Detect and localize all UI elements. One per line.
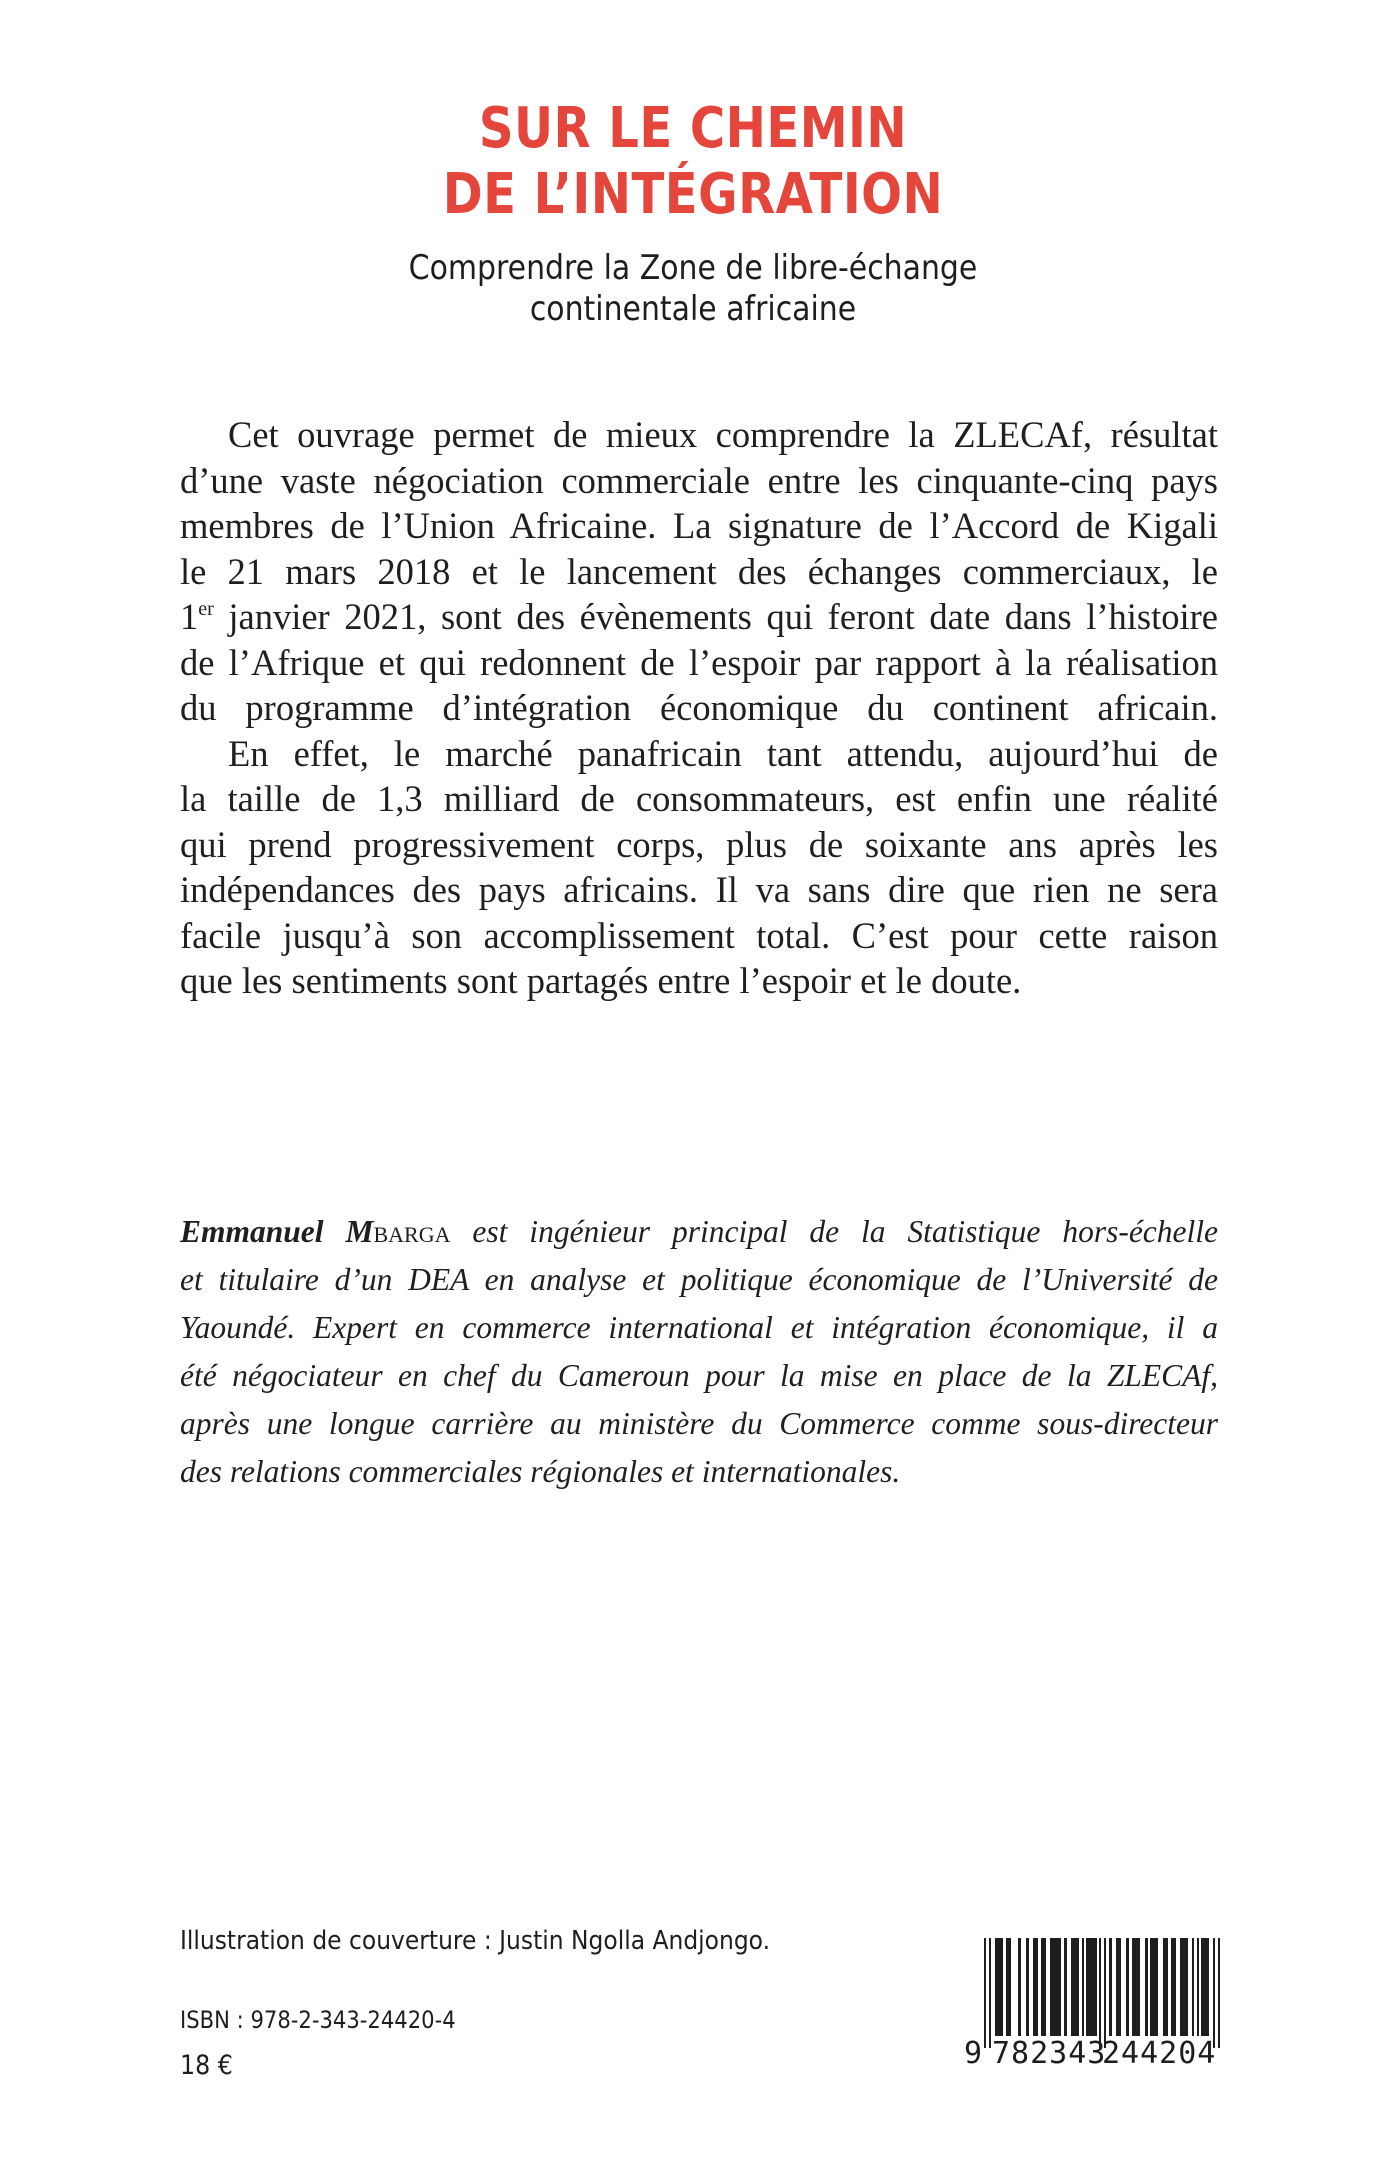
summary-text [180, 412, 1218, 1004]
bio-line: des relations commerciales régionales et internationales. [180, 1454, 901, 1489]
barcode-first-digit: 9 [964, 2036, 983, 2071]
title-line-2: DE L’INTÉGRATION [442, 162, 944, 227]
barcode-bars-icon [962, 1936, 1224, 2048]
summary-line: que les sentiments sont partagés entre l’espoir et le doute. [180, 960, 1022, 1001]
barcode-left-group: 782343 [992, 2036, 1107, 2071]
book-title [0, 96, 1386, 228]
author-first-name: Emmanuel [180, 1214, 324, 1249]
bio-line: Yaoundé. Expert en commerce international et intégration économique, il a [180, 1310, 1218, 1345]
barcode-digits [962, 2036, 1224, 2076]
price-label: 18 € [180, 2050, 233, 2081]
summary-line: facile jusqu’à son accomplissement total. C’est pour cette raison [180, 914, 1218, 956]
summary-line: la taille de 1,3 milliard de consommateurs, est enfin une réalité [180, 778, 1218, 819]
subtitle-line-2: continentale africaine [529, 289, 857, 329]
author-last-name: barga [373, 1214, 451, 1249]
title-line-1: SUR LE CHEMIN [478, 96, 908, 161]
bio-line: été négociateur en chef du Cameroun pour la mise en place de la ZLECAf, [180, 1358, 1218, 1393]
bio-line [180, 1208, 1218, 1256]
barcode-right-group: 244204 [1102, 2036, 1217, 2071]
summary-line: qui prend progressivement corps, plus de soixante ans après les [180, 823, 1218, 865]
bio-text: est ingénieur principal de la Statistique hors-échelle [450, 1214, 1218, 1249]
ordinal-number: 1 [180, 596, 199, 637]
summary-line: le 21 mars 2018 et le lancement des échanges commerciaux, le [180, 550, 1218, 592]
summary-line: du programme d’intégration économique du continent africain. [180, 687, 1218, 728]
summary-line: Cet ouvrage permet de mieux comprendre la ZLECAf, résultat [228, 414, 1218, 455]
bio-line: après une longue carrière au ministère du Commerce comme sous-directeur [180, 1406, 1218, 1441]
author-bio [180, 1208, 1218, 1496]
summary-line-ordinal [180, 594, 1218, 640]
book-subtitle [0, 248, 1386, 330]
isbn-number: ISBN : 978-2-343-24420-4 [180, 2006, 456, 2034]
summary-line: membres de l’Union Africaine. La signature de l’Accord de Kigali [180, 505, 1218, 546]
ordinal-suffix: er [198, 598, 214, 620]
summary-line: indépendances des pays africains. Il va sans dire que rien ne sera [180, 869, 1218, 910]
isbn-barcode [962, 1936, 1224, 2076]
author-last-initial: M [345, 1214, 374, 1249]
summary-line: d’une vaste négociation commerciale entre les cinquante-cinq pays [180, 459, 1218, 501]
ordinal-rest: janvier 2021, sont des évènements qui feront date dans l’histoire [213, 596, 1218, 637]
illustration-credit: Illustration de couverture : Justin Ngolla Andjongo. [180, 1926, 771, 1956]
subtitle-line-1: Comprendre la Zone de libre-échange [408, 248, 978, 288]
summary-line: de l’Afrique et qui redonnent de l’espoir par rapport à la réalisation [180, 641, 1218, 683]
bio-line: et titulaire d’un DEA en analyse et politique économique de l’Université de [180, 1262, 1218, 1297]
summary-line: En effet, le marché panafricain tant attendu, aujourd’hui de [228, 732, 1218, 774]
